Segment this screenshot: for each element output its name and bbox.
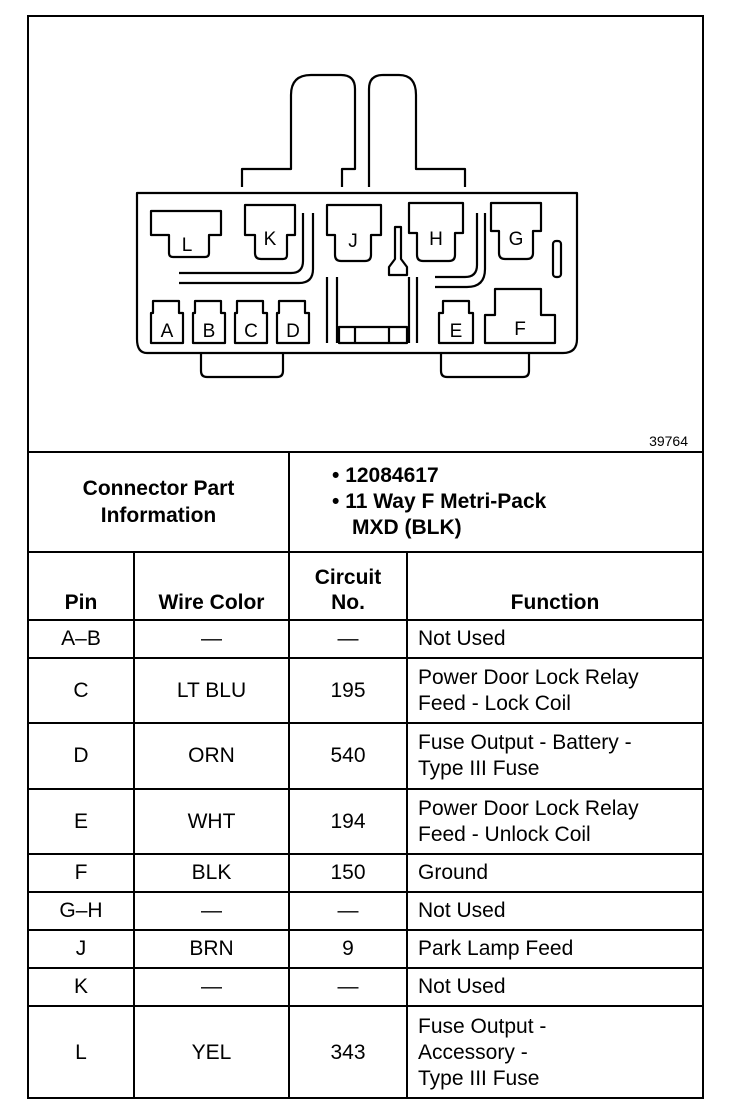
part-number: • 12084617 — [332, 464, 439, 487]
table-row — [29, 854, 702, 892]
header-function: Function — [407, 552, 702, 620]
part-desc-line2: MXD (BLK) — [352, 516, 462, 539]
bottom-lug-right — [441, 353, 529, 377]
pin-cell: L — [29, 1006, 134, 1099]
pin-cell: D — [29, 723, 134, 789]
function-cell — [407, 968, 702, 1006]
function-line: Fuse Output - — [418, 1015, 547, 1038]
header-pin: Pin — [29, 552, 134, 620]
pin-label-D: D — [286, 321, 300, 342]
part-number-value: 12084617 — [345, 464, 439, 487]
wire-color-cell: ORN — [134, 723, 289, 789]
function-cell — [407, 854, 702, 892]
table-row — [29, 930, 702, 968]
center-divider — [327, 277, 417, 343]
part-desc: • 11 Way F Metri-Pack — [332, 490, 547, 513]
function-line: Ground — [418, 861, 489, 884]
function-line: Feed - Lock Coil — [418, 691, 571, 715]
function-cell — [407, 658, 702, 723]
circuit-cell: 194 — [289, 789, 407, 854]
circuit-cell: 195 — [289, 658, 407, 723]
key-post — [389, 227, 407, 275]
pin-label-K: K — [263, 229, 277, 250]
circuit-cell: — — [289, 968, 407, 1006]
function-cell — [407, 1006, 702, 1099]
circuit-cell: 540 — [289, 723, 407, 789]
function-line: Not Used — [418, 899, 506, 922]
connector-info-values — [289, 452, 702, 552]
pin-label-F: F — [514, 319, 526, 340]
pin-label-B: B — [202, 321, 216, 342]
info-label-line1: Connector Part — [82, 477, 235, 500]
part-desc-line1: 11 Way F Metri-Pack — [345, 490, 547, 513]
pin-cell: C — [29, 658, 134, 723]
right-latch — [369, 75, 465, 187]
connector-frame — [27, 15, 704, 1099]
function-line: Fuse Output - Battery - — [418, 731, 632, 754]
circuit-cell: — — [289, 892, 407, 930]
bottom-lug-left — [201, 353, 283, 377]
connector-info-label — [29, 452, 289, 552]
table-row — [29, 968, 702, 1006]
wire-color-cell: BLK — [134, 854, 289, 892]
connector-drawing — [29, 17, 702, 451]
function-cell — [407, 789, 702, 854]
pin-cell: K — [29, 968, 134, 1006]
pin-cell: G–H — [29, 892, 134, 930]
function-line: Feed - Unlock Coil — [418, 822, 591, 846]
info-label-line2: Information — [100, 504, 217, 527]
header-wire-color: Wire Color — [134, 552, 289, 620]
connector-diagram — [29, 17, 702, 451]
function-line: Power Door Lock Relay — [418, 665, 639, 689]
pin-label-A: A — [160, 321, 174, 342]
function-cell — [407, 930, 702, 968]
header-circuit — [289, 552, 407, 620]
wire-color-cell: WHT — [134, 789, 289, 854]
rib-right — [435, 213, 485, 287]
circuit-cell: 343 — [289, 1006, 407, 1099]
wire-color-cell: YEL — [134, 1006, 289, 1099]
function-line: Type III Fuse — [418, 1067, 540, 1090]
function-line: Not Used — [418, 975, 506, 998]
left-latch — [242, 75, 355, 187]
table-row — [29, 658, 702, 723]
wire-color-cell: — — [134, 892, 289, 930]
function-cell — [407, 620, 702, 658]
function-line: Type III Fuse — [418, 757, 540, 780]
table-row — [29, 723, 702, 789]
pin-label-C: C — [244, 321, 258, 342]
wire-color-cell: LT BLU — [134, 658, 289, 723]
pin-cell: E — [29, 789, 134, 854]
function-cell — [407, 892, 702, 930]
center-window — [339, 327, 407, 343]
function-line: Power Door Lock Relay — [418, 796, 639, 820]
pin-cell: J — [29, 930, 134, 968]
figure-ref-number: 39764 — [649, 433, 688, 449]
pin-label-J: J — [348, 231, 358, 252]
pin-cell: A–B — [29, 620, 134, 658]
table-row — [29, 620, 702, 658]
table-row — [29, 789, 702, 854]
function-line: Accessory - — [418, 1041, 528, 1064]
wire-color-cell: — — [134, 620, 289, 658]
pin-label-H: H — [429, 229, 443, 250]
header-row — [29, 552, 702, 620]
table-row — [29, 892, 702, 930]
circuit-cell: 9 — [289, 930, 407, 968]
pin-label-L: L — [181, 235, 193, 256]
pin-label-E: E — [449, 321, 463, 342]
connector-table — [29, 451, 702, 1099]
header-circuit-line2: No. — [331, 591, 365, 614]
function-line: Park Lamp Feed — [418, 937, 574, 960]
side-slot — [553, 241, 561, 277]
wire-color-cell: BRN — [134, 930, 289, 968]
circuit-cell: — — [289, 620, 407, 658]
circuit-cell: 150 — [289, 854, 407, 892]
pin-cell: F — [29, 854, 134, 892]
wire-color-cell: — — [134, 968, 289, 1006]
function-line: Not Used — [418, 627, 506, 650]
info-row — [29, 452, 702, 552]
header-circuit-line1: Circuit — [314, 566, 382, 589]
function-cell — [407, 723, 702, 789]
pin-label-G: G — [508, 229, 524, 250]
table-row — [29, 1006, 702, 1099]
